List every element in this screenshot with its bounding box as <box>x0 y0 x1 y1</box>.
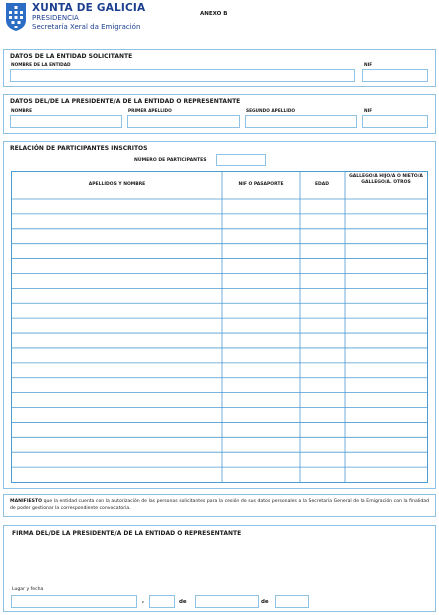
year-field[interactable] <box>275 595 309 608</box>
department: PRESIDENCIA <box>32 14 79 22</box>
de-separator-1: de <box>179 599 187 605</box>
day-field[interactable] <box>149 595 175 608</box>
president-surname2-label: SEGUNDO APELLIDO <box>246 109 296 114</box>
signature-section-title: FIRMA DEL/DE LA PRESIDENTE/A DE LA ENTIDAD O REPRESENTANTE <box>12 530 242 537</box>
participants-section-title: RELACIÓN DE PARTICIPANTES INSCRITOS <box>10 145 148 152</box>
manifest-statement <box>3 494 436 517</box>
month-field[interactable] <box>195 595 259 608</box>
president-surname2-field[interactable] <box>245 115 357 128</box>
president-surname1-field[interactable] <box>127 115 240 128</box>
president-surname1-label: PRIMER APELLIDO <box>128 109 172 114</box>
comma-separator: , <box>142 598 145 604</box>
participants-table <box>11 171 428 483</box>
president-name-label: NOMBRE <box>11 109 33 114</box>
annex-label: ANEXO B <box>200 11 228 17</box>
president-name-field[interactable] <box>10 115 122 128</box>
entity-nif-label: NIF <box>364 63 373 68</box>
entity-nif-field[interactable] <box>362 69 428 82</box>
page-header <box>0 0 439 40</box>
participants-grid-lines <box>12 172 427 482</box>
col-header-origin: GALLEGO/A HIJO/A O NIETO/A GALLEGO/A. OTROS <box>349 174 423 185</box>
participants-count-field[interactable] <box>216 154 266 166</box>
manifest-text: que la entidad cuenta con la autorización de las personas solicitantes para la cesión de sus datos personales a la Secretaría General de la Emigración con la finalidad de poder gestionar la correspondiente convocatoria. <box>10 499 429 511</box>
president-section-title: DATOS DEL/DE LA PRESIDENTE/A DE LA ENTIDAD O REPRESENTANTE <box>10 98 241 105</box>
entity-section-title: DATOS DE LA ENTIDAD SOLICITANTE <box>10 53 133 60</box>
de-separator-2: de <box>261 599 269 605</box>
subdepartment: Secretaría Xeral da Emigración <box>32 23 141 31</box>
col-header-name: APELLIDOS Y NOMBRE <box>88 182 146 187</box>
participants-count-label: NÚMERO DE PARTICIPANTES <box>134 158 207 163</box>
entity-name-label: NOMBRE DE LA ENTIDAD <box>11 63 71 68</box>
place-date-label: Lugar y fecha <box>12 587 44 592</box>
manifest-lead: MANIFIESTO <box>10 499 43 504</box>
entity-name-field[interactable] <box>10 69 355 82</box>
xunta-logo-icon <box>5 2 27 32</box>
brand-name: XUNTA DE GALICIA <box>32 2 146 14</box>
president-nif-label: NIF <box>364 109 373 114</box>
president-nif-field[interactable] <box>362 115 428 128</box>
col-header-age: EDAD <box>314 182 330 187</box>
place-field[interactable] <box>11 595 137 608</box>
col-header-nif: NIF O PASAPORTE <box>238 182 284 187</box>
